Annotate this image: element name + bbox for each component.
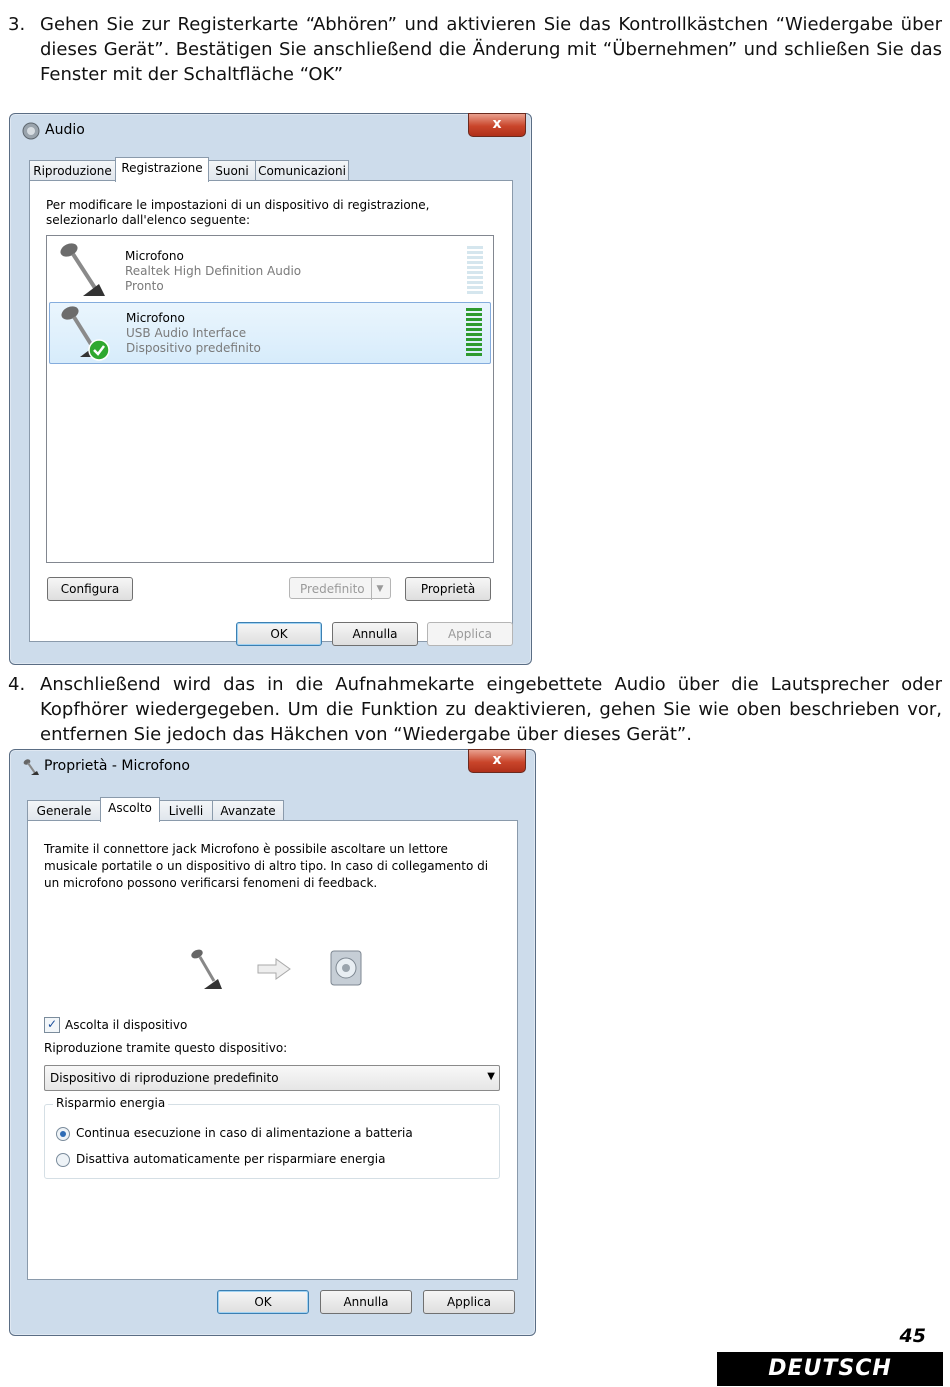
tab-comunicazioni[interactable]: Comunicazioni: [255, 160, 349, 181]
microphone-icon: [55, 240, 111, 298]
tab-panel: [29, 180, 513, 642]
default-button[interactable]: [289, 577, 391, 599]
configure-button[interactable]: Configura: [47, 577, 133, 601]
radio-disable-label[interactable]: Disattiva automaticamente per risparmiare energia: [76, 1152, 386, 1166]
microphone-icon: [22, 758, 40, 776]
list-item[interactable]: [49, 238, 491, 298]
tab-registrazione[interactable]: Registrazione: [115, 157, 209, 182]
step-3-number: 3.: [8, 14, 26, 35]
radio-continue-label[interactable]: Continua esecuzione in caso di alimentazione a batteria: [76, 1126, 413, 1140]
chevron-down-icon[interactable]: ▼: [487, 1071, 495, 1082]
tab-riproduzione[interactable]: Riproduzione: [29, 160, 116, 181]
radio-continue[interactable]: [56, 1127, 70, 1141]
close-button[interactable]: x: [468, 749, 526, 773]
apply-button[interactable]: Applica: [427, 622, 513, 646]
tab-generale[interactable]: Generale: [27, 800, 101, 821]
microphone-icon: [188, 947, 230, 991]
listen-checkbox-label[interactable]: Ascolta il dispositivo: [65, 1018, 188, 1032]
page-number: 45: [899, 1325, 926, 1347]
speaker-icon: [328, 949, 368, 989]
ok-button[interactable]: OK: [217, 1290, 309, 1314]
step-3: [8, 12, 942, 87]
step-4-text: Anschließend wird das in die Aufnahmekarte eingebettete Audio über die Lautsprecher oder Kopfhörer wiedergegeben. Um die Funktion zu deaktivieren, gehen Sie wie oben beschrieben vor, entfernen Sie jedoch das Häkchen von “Wiedergabe über dieses Gerät”.: [40, 674, 942, 745]
power-group: [44, 1096, 500, 1179]
device-driver: USB Audio Interface: [126, 326, 247, 340]
device-list[interactable]: [46, 235, 494, 563]
check-icon: [88, 339, 110, 361]
level-meter: [466, 308, 482, 358]
close-button[interactable]: x: [468, 113, 526, 137]
tab-avanzate[interactable]: Avanzate: [212, 800, 284, 821]
level-meter: [467, 246, 483, 296]
device-status: Dispositivo predefinito: [126, 341, 261, 355]
cancel-button[interactable]: Annulla: [332, 622, 418, 646]
properties-button[interactable]: Proprietà: [405, 577, 491, 601]
audio-dialog: [9, 113, 532, 665]
device-status: Pronto: [125, 279, 164, 293]
default-button-label: Predefinito: [300, 582, 365, 596]
language-label: DEUTSCH: [717, 1352, 943, 1386]
playback-label: Riproduzione tramite questo dispositivo:: [44, 1041, 288, 1055]
power-group-label: Risparmio energia: [53, 1096, 168, 1110]
dialog-title: Proprietà - Microfono: [44, 758, 190, 774]
tab-panel: [27, 820, 518, 1280]
description-text: Tramite il connettore jack Microfono è possibile ascoltare un lettore musicale portatile o un dispositivo di altro tipo. In caso di collegamento di un microfono possono verificarsi fenomeni di feedback.: [44, 842, 489, 890]
playback-device-select[interactable]: [44, 1065, 500, 1091]
apply-button[interactable]: Applica: [423, 1290, 515, 1314]
listen-checkbox[interactable]: ✓: [44, 1017, 60, 1033]
tab-ascolto[interactable]: Ascolto: [100, 797, 160, 822]
tab-livelli[interactable]: Livelli: [159, 800, 213, 821]
radio-disable[interactable]: [56, 1153, 70, 1167]
device-name: Microfono: [126, 311, 185, 325]
tab-suoni[interactable]: Suoni: [208, 160, 256, 181]
dialog-title: Audio: [45, 122, 85, 138]
playback-device-value: Dispositivo di riproduzione predefinito: [50, 1071, 279, 1085]
device-driver: Realtek High Definition Audio: [125, 264, 302, 278]
device-name: Microfono: [125, 249, 184, 263]
cancel-button[interactable]: Annulla: [320, 1290, 412, 1314]
tab-bar: [27, 797, 507, 821]
step-3-text: Gehen Sie zur Registerkarte “Abhören” und aktivieren Sie das Kontrollkästchen “Wiedergabe über dieses Gerät”. Bestätigen Sie anschließend die Änderung mit “Übernehmen” und schließen Sie das Fenster mit der Schaltfläche “OK”: [40, 14, 942, 85]
arrow-right-icon: [256, 957, 292, 981]
instruction-text: Per modificare le impostazioni di un dispositivo di registrazione, selezionarlo dall'elenco seguente:: [46, 198, 430, 227]
list-item-selected[interactable]: [49, 302, 491, 364]
properties-dialog: [9, 749, 536, 1336]
ok-button[interactable]: OK: [236, 622, 322, 646]
chevron-down-icon[interactable]: ▼: [371, 578, 388, 600]
step-4: [8, 672, 942, 747]
step-4-number: 4.: [8, 674, 26, 695]
speaker-icon: [22, 122, 40, 140]
tab-bar: [29, 157, 509, 181]
